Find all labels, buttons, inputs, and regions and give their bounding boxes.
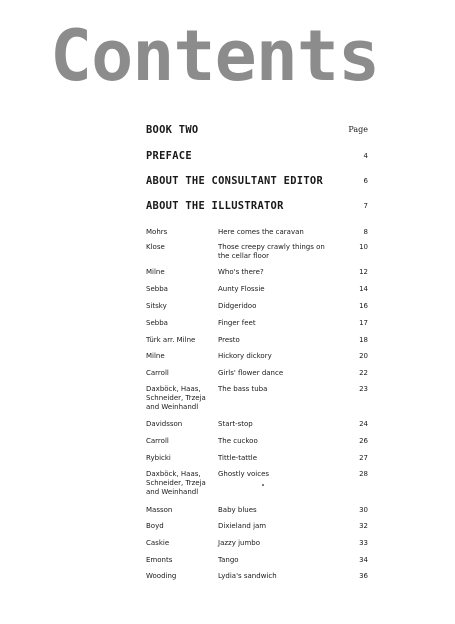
entry-title: Baby blues <box>218 506 257 514</box>
entry-title: Those creepy crawly things on the cellar floor <box>218 243 325 261</box>
entry-composer: Sebba <box>146 285 168 293</box>
entry-composer: Masson <box>146 506 173 514</box>
entry-composer: Milne <box>146 352 165 360</box>
entry-composer: Türk arr. Milne <box>146 336 196 344</box>
entry-composer: Milne <box>146 268 165 276</box>
entry-title: Hickory dickory <box>218 352 272 360</box>
entry-title: Aunty Flossie <box>218 285 265 293</box>
entry-page: 30 <box>359 506 368 514</box>
section-page-number: 6 <box>363 177 368 185</box>
entry-title: Jazzy jumbo <box>218 539 260 547</box>
entry-composer: Carroll <box>146 369 169 377</box>
entry-page: 26 <box>359 437 368 445</box>
page-title: Contents <box>50 15 380 97</box>
entry-title: The bass tuba <box>218 385 268 393</box>
entry-title: Lydia's sandwich <box>218 572 277 580</box>
section-page-number: 4 <box>363 152 368 160</box>
entry-title: Tittle-tattle <box>218 454 258 462</box>
section-page-number: 7 <box>363 202 368 210</box>
entry-page: 33 <box>359 539 368 547</box>
entry-composer: Davidsson <box>146 420 183 428</box>
entry-page: 14 <box>359 285 368 293</box>
entry-composer: Emonts <box>146 556 173 564</box>
entry-composer: Boyd <box>146 522 164 530</box>
entry-title: Didgeridoo <box>218 302 257 310</box>
entry-composer: Klose <box>146 243 165 251</box>
entry-page: 24 <box>359 420 368 428</box>
entry-composer: Sebba <box>146 319 168 327</box>
entry-composer: Daxböck, Haas, Schneider, Trzeja and Weinhandl <box>146 470 206 497</box>
section-preface: PREFACE <box>146 150 192 162</box>
entry-title: Presto <box>218 336 240 344</box>
entry-composer: Mohrs <box>146 228 168 236</box>
entry-composer: Caskie <box>146 539 170 547</box>
entry-page: 23 <box>359 385 368 393</box>
entry-page: 17 <box>359 319 368 327</box>
entry-page: 20 <box>359 352 368 360</box>
entry-title: The cuckoo <box>218 437 258 445</box>
entry-composer: Wooding <box>146 572 177 580</box>
book-label: BOOK TWO <box>146 124 199 136</box>
entry-title: Dixieland jam <box>218 522 267 530</box>
entry-page: 32 <box>359 522 368 530</box>
entry-title: Here comes the caravan <box>218 228 304 236</box>
entry-page: 18 <box>359 336 368 344</box>
entry-composer: Carroll <box>146 437 169 445</box>
entry-title: Who's there? <box>218 268 264 276</box>
entry-page: 12 <box>359 268 368 276</box>
entry-composer: Sitsky <box>146 302 167 310</box>
entry-title: Start-stop <box>218 420 253 428</box>
section-consultant-editor: ABOUT THE CONSULTANT EDITOR <box>146 175 324 187</box>
entry-title: Finger feet <box>218 319 256 327</box>
entry-composer: Rybicki <box>146 454 171 462</box>
section-illustrator: ABOUT THE ILLUSTRATOR <box>146 200 284 212</box>
entry-title: Ghostly voices <box>218 470 270 478</box>
entry-page: 16 <box>359 302 368 310</box>
print-speck <box>262 484 264 486</box>
entry-page: 8 <box>363 228 368 236</box>
entry-page: 28 <box>359 470 368 478</box>
entry-page: 36 <box>359 572 368 580</box>
entry-title: Tango <box>218 556 239 564</box>
entry-composer: Daxböck, Haas, Schneider, Trzeja and Weinhandl <box>146 385 206 412</box>
entry-page: 22 <box>359 369 368 377</box>
entry-title: Girls' flower dance <box>218 369 284 377</box>
page-column-header: Page <box>348 125 368 134</box>
entry-page: 34 <box>359 556 368 564</box>
entry-page: 10 <box>359 243 368 251</box>
entry-page: 27 <box>359 454 368 462</box>
